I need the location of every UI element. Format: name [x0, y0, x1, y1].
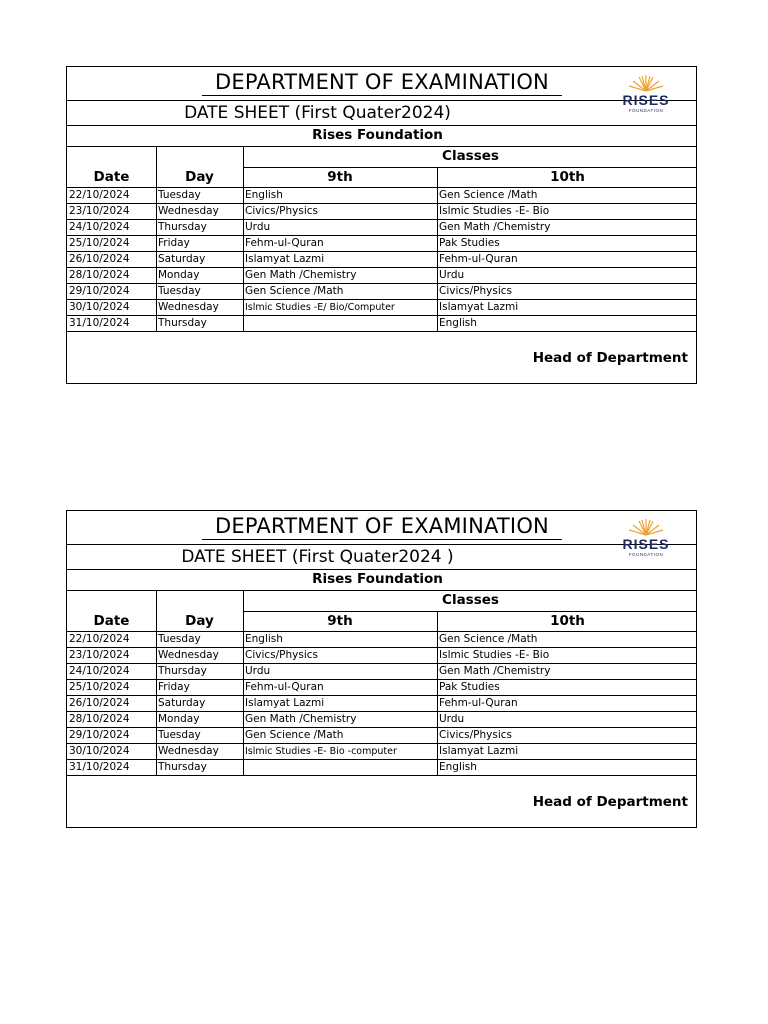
class-10th-header: 10th	[550, 169, 585, 185]
exam-date-cell: 23/10/2024	[69, 205, 130, 217]
class-9th-subject-cell: Urdu	[245, 665, 271, 677]
exam-date-cell: 31/10/2024	[69, 761, 130, 773]
svg-text:RISES: RISES	[622, 92, 670, 108]
class-10th-subject-cell: Gen Math /Chemistry	[439, 221, 551, 233]
rises-logo-icon	[611, 73, 681, 115]
table-row	[67, 728, 696, 744]
exam-date-cell: 25/10/2024	[69, 237, 130, 249]
day-header: Day	[185, 613, 214, 629]
class-10th-subject-cell: Pak Studies	[439, 681, 500, 693]
table-row	[67, 220, 696, 236]
exam-day-cell: Thursday	[158, 221, 207, 233]
divider	[437, 188, 438, 332]
divider	[156, 632, 157, 776]
day-header: Day	[185, 169, 214, 185]
foundation-row	[67, 569, 696, 591]
table-row	[67, 712, 696, 728]
exam-date-cell: 29/10/2024	[69, 729, 130, 741]
class-9th-subject-cell: English	[245, 633, 283, 645]
exam-day-cell: Wednesday	[158, 301, 219, 313]
table-row	[67, 188, 696, 204]
class-9th-subject-cell: Urdu	[245, 221, 271, 233]
table-row	[67, 664, 696, 680]
class-9th-header: 9th	[327, 169, 353, 185]
exam-date-cell: 25/10/2024	[69, 681, 130, 693]
exam-day-cell: Monday	[158, 269, 200, 281]
class-9th-subject-cell: Gen Math /Chemistry	[245, 713, 357, 725]
class-9th-subject-cell: Gen Science /Math	[245, 729, 344, 741]
head-of-department: Head of Department	[532, 350, 688, 366]
exam-date-cell: 22/10/2024	[69, 633, 130, 645]
class-9th-subject-cell: Gen Science /Math	[245, 285, 344, 297]
class-10th-subject-cell: Gen Science /Math	[439, 189, 538, 201]
exam-date-cell: 29/10/2024	[69, 285, 130, 297]
class-9th-subject-cell: Islamyat Lazmi	[245, 697, 325, 709]
class-10th-subject-cell: Gen Science /Math	[439, 633, 538, 645]
table-row	[67, 268, 696, 284]
table-row	[67, 744, 696, 760]
date-sheet-1	[66, 66, 697, 384]
classes-header: Classes	[442, 148, 499, 164]
class-10th-subject-cell: Gen Math /Chemistry	[439, 665, 551, 677]
class-9th-subject-cell: English	[245, 189, 283, 201]
table-row	[67, 300, 696, 316]
foundation-row	[67, 125, 696, 147]
foundation-name: Rises Foundation	[312, 571, 443, 587]
exam-day-cell: Tuesday	[158, 189, 201, 201]
exam-day-cell: Saturday	[158, 253, 206, 265]
exam-date-cell: 31/10/2024	[69, 317, 130, 329]
table-row	[67, 204, 696, 220]
class-10th-subject-cell: Islamyat Lazmi	[439, 745, 519, 757]
exam-day-cell: Thursday	[158, 761, 207, 773]
table-row	[67, 316, 696, 332]
table-row	[67, 284, 696, 300]
table-row	[67, 680, 696, 696]
date-sheet-subtitle: DATE SHEET (First Quater2024)	[184, 103, 451, 123]
schedule-rows	[67, 188, 696, 332]
page-title: DEPARTMENT OF EXAMINATION	[202, 513, 562, 540]
class-10th-subject-cell: Islmic Studies -E- Bio	[439, 205, 550, 217]
class-9th-subject-cell: Gen Math /Chemistry	[245, 269, 357, 281]
exam-day-cell: Friday	[158, 237, 190, 249]
class-10th-subject-cell: Islamyat Lazmi	[439, 301, 519, 313]
class-10th-subject-cell: Pak Studies	[439, 237, 500, 249]
schedule-rows	[67, 632, 696, 776]
exam-day-cell: Wednesday	[158, 745, 219, 757]
class-9th-subject-cell: Civics/Physics	[245, 649, 318, 661]
class-9th-subject-cell: Islamyat Lazmi	[245, 253, 325, 265]
class-10th-subject-cell: Islmic Studies -E- Bio	[439, 649, 550, 661]
class-9th-header: 9th	[327, 613, 353, 629]
exam-date-cell: 23/10/2024	[69, 649, 130, 661]
exam-day-cell: Wednesday	[158, 649, 219, 661]
class-9th-subject-cell: Fehm-ul-Quran	[245, 237, 324, 249]
svg-text:FOUNDATION: FOUNDATION	[628, 552, 664, 557]
date-sheet-subtitle: DATE SHEET (First Quater2024 )	[181, 547, 454, 567]
exam-date-cell: 28/10/2024	[69, 269, 130, 281]
table-row	[67, 648, 696, 664]
divider	[437, 632, 438, 776]
table-row	[67, 252, 696, 268]
exam-day-cell: Tuesday	[158, 729, 201, 741]
exam-date-cell: 22/10/2024	[69, 189, 130, 201]
rises-logo	[597, 67, 697, 125]
exam-date-cell: 24/10/2024	[69, 221, 130, 233]
table-row	[67, 760, 696, 776]
class-10th-subject-cell: Civics/Physics	[439, 285, 512, 297]
exam-date-cell: 26/10/2024	[69, 253, 130, 265]
class-9th-subject-cell: Islmic Studies -E- Bio -computer	[245, 746, 397, 757]
exam-day-cell: Thursday	[158, 317, 207, 329]
date-sheet-2	[66, 510, 697, 828]
exam-day-cell: Tuesday	[158, 633, 201, 645]
class-10th-subject-cell: Urdu	[439, 269, 465, 281]
classes-header: Classes	[442, 592, 499, 608]
class-10th-subject-cell: English	[439, 317, 477, 329]
date-header: Date	[93, 613, 130, 629]
table-row	[67, 696, 696, 712]
rises-logo-icon	[611, 517, 681, 559]
exam-day-cell: Friday	[158, 681, 190, 693]
rises-logo	[597, 511, 697, 569]
exam-date-cell: 28/10/2024	[69, 713, 130, 725]
exam-date-cell: 24/10/2024	[69, 665, 130, 677]
exam-date-cell: 26/10/2024	[69, 697, 130, 709]
divider	[156, 188, 157, 332]
head-of-department: Head of Department	[532, 794, 688, 810]
foundation-name: Rises Foundation	[312, 127, 443, 143]
class-9th-subject-cell: Islmic Studies -E/ Bio/Computer	[245, 302, 395, 313]
svg-text:FOUNDATION: FOUNDATION	[628, 108, 664, 113]
class-10th-header: 10th	[550, 613, 585, 629]
exam-day-cell: Wednesday	[158, 205, 219, 217]
table-row	[67, 632, 696, 648]
class-9th-subject-cell: Fehm-ul-Quran	[245, 681, 324, 693]
exam-day-cell: Thursday	[158, 665, 207, 677]
exam-date-cell: 30/10/2024	[69, 301, 130, 313]
divider	[243, 632, 244, 776]
class-10th-subject-cell: Civics/Physics	[439, 729, 512, 741]
class-10th-subject-cell: Fehm-ul-Quran	[439, 253, 518, 265]
svg-text:RISES: RISES	[622, 536, 670, 552]
table-row	[67, 236, 696, 252]
class-9th-subject-cell: Civics/Physics	[245, 205, 318, 217]
divider	[243, 188, 244, 332]
exam-day-cell: Saturday	[158, 697, 206, 709]
exam-day-cell: Tuesday	[158, 285, 201, 297]
class-10th-subject-cell: English	[439, 761, 477, 773]
date-header: Date	[93, 169, 130, 185]
class-10th-subject-cell: Fehm-ul-Quran	[439, 697, 518, 709]
page-title: DEPARTMENT OF EXAMINATION	[202, 69, 562, 96]
class-10th-subject-cell: Urdu	[439, 713, 465, 725]
exam-day-cell: Monday	[158, 713, 200, 725]
exam-date-cell: 30/10/2024	[69, 745, 130, 757]
